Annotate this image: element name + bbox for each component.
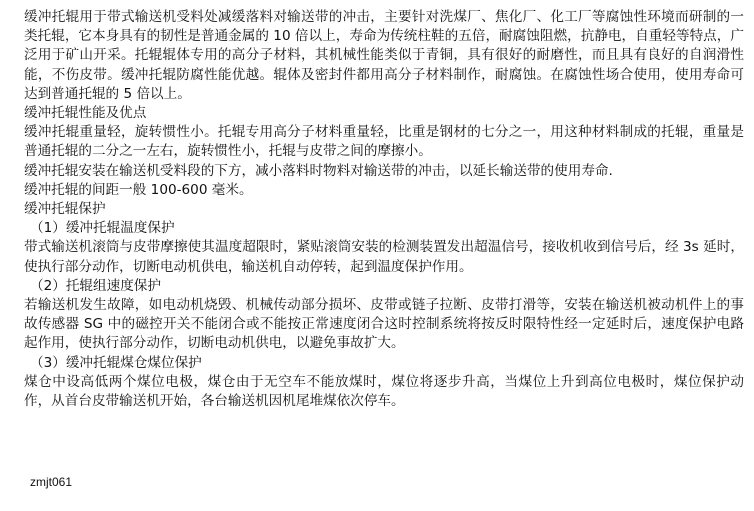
performance-paragraph-1: 缓冲托辊重量轻，旋转惯性小。托辊专用高分子材料重量轻，比重是钢材的七分之一，用这种材料制成的托辊，重量是普通托辊的二分之一左右，旋转惯性小，托辊与皮带之间的摩擦小。 — [24, 124, 744, 160]
performance-paragraph-2: 缓冲托辊安装在输送机受料段的下方，减小落料时物料对输送带的冲击，以延长输送带的使用寿命. — [24, 162, 613, 179]
speed-protection-heading: （2）托辊组速度保护 — [30, 277, 161, 294]
performance-heading: 缓冲托辊性能及优点 — [24, 105, 147, 122]
coal-level-protection-heading: （3）缓冲托辊煤仓煤位保护 — [30, 354, 202, 371]
performance-paragraph-3: 缓冲托辊的间距一般 100-600 毫米。 — [24, 181, 253, 198]
intro-paragraph: 缓冲托辊用于带式输送机受料处减缓落料对输送带的冲击，主要针对洗煤厂、焦化厂、化工厂等腐蚀性环境而研制的一类托辊，它本身具有的韧性是普通金属的 10 倍以上，寿命为传统柱鞋的五倍，耐腐蚀阻燃，抗静电，自重轻等特点，广泛用于矿山开采。托辊辊体专用的高分子材料，其机械性能类似于青铜，具有很好的耐磨性，而且具有良好的自润滑性能，不伤皮带。缓冲托辊防腐性能优越。辊体及密封件都用高分子材料制作，耐腐蚀。在腐蚀性场合使用，使用寿命可达到普通托辊的 5 倍以上。 — [24, 9, 744, 102]
coal-level-protection-paragraph: 煤仓中设高低两个煤位电极，煤仓由于无空车不能放煤时，煤位将逐步升高，当煤位上升到高位电极时，煤位保护动作，从首台皮带输送机开始，各台输送机因机尾堆煤依次停车。 — [24, 373, 744, 410]
footer-code: zmjt061 — [30, 475, 73, 489]
speed-protection-paragraph: 若输送机发生故障，如电动机烧毁、机械传动部分损坏、皮带或链子拉断、皮带打滑等，安装在输送机被动机件上的事故传感器 SG 中的磁控开关不能闭合或不能按正常速度闭合这时控制系统将按反时限特性经一定延时后，速度保护电路起作用，使执行部分动作，切断电动机供电，以避免事故扩大。 — [24, 297, 744, 352]
protection-heading: 缓冲托辊保护 — [24, 201, 106, 218]
temperature-protection-paragraph: 带式输送机滚筒与皮带摩擦使其温度超限时，紧贴滚筒安装的检测装置发出超温信号，接收机收到信号后，经 3s 延时，使执行部分动作，切断电动机供电，输送机自动停转，起到温度保护作用。 — [24, 239, 744, 275]
temperature-protection-heading: （1）缓冲托辊温度保护 — [30, 220, 175, 237]
